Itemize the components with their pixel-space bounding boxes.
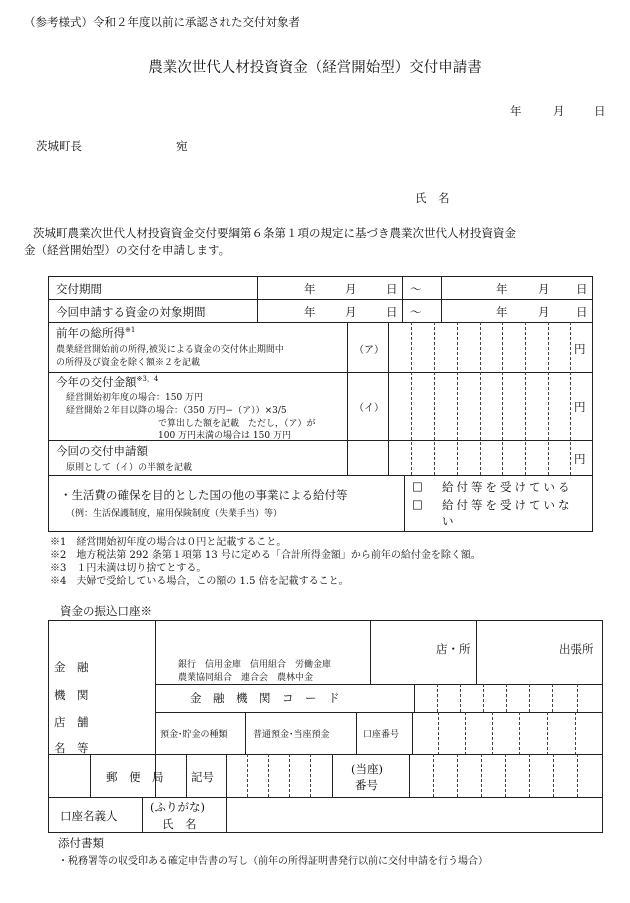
branch-label: 店・所: [436, 642, 471, 656]
document-title: 農業次世代人材投資資金（経営開始型）交付申請書: [148, 60, 482, 76]
target-period-label: 今回申請する資金の対象期間: [56, 305, 206, 319]
sub-branch-label: 出張所: [559, 642, 594, 656]
request-amount-note: 原則として（イ）の半額を記載: [66, 463, 193, 473]
current-amount-line-2: 経営開始２年目以降の場合：（350 万円−（ア））×3/5: [66, 406, 287, 416]
bank-types-line-2: 農業協同組合 連合会 農林中金: [178, 673, 314, 683]
target-start-month: 月: [345, 305, 357, 319]
benefit-no-checkbox[interactable]: □: [412, 497, 423, 511]
note-1-text: 経営開始初年度の場合は０円と記載すること。: [76, 537, 287, 548]
request-amount-yen: 円: [574, 452, 586, 466]
benefit-question: ・生活費の確保を目的とした国の他の事業による給付等: [60, 488, 348, 502]
note-2-mark: ※2: [50, 550, 67, 561]
deposit-type-value: 普通預金･当座預金: [253, 730, 330, 740]
benefit-no-label: 給付等を受けていな: [442, 498, 573, 512]
target-end-year: 年: [496, 305, 508, 319]
account-number-label: 口座番号: [363, 730, 400, 740]
period-end-year: 年: [496, 282, 508, 296]
prev-income-title-text: 前年の総所得: [56, 326, 125, 340]
fi-code-label: 金 融 機 関 コ ー ド: [190, 691, 340, 705]
target-end-month: 月: [538, 305, 550, 319]
benefit-yes-label: 給付等を受けている: [442, 480, 573, 494]
applicant-name-label: 氏 名: [415, 191, 450, 205]
reference-note: （参考様式）令和２年度以前に承認された交付対象者: [24, 15, 300, 29]
benefit-example: （例：生活保護制度，雇用保険制度（失業手当）等）: [66, 509, 283, 519]
bank-types-line-1: 銀行 信用金庫 信用組合 労働金庫: [178, 660, 332, 670]
note-4-text: 夫婦で受給している場合，この額の 1.5 倍を記載すること。: [76, 576, 349, 587]
fi-label-2: 機 関: [54, 688, 89, 702]
current-amount-line-3: で算出した額を記載 ただし，（ア）が: [158, 419, 316, 429]
benefit-no-label-cont: い: [442, 514, 454, 528]
account-section-title: 資金の振込口座※: [60, 604, 152, 618]
current-amount-line-1: 経営開始初年度の場合：150 万円: [66, 393, 204, 403]
number-label: 番号: [355, 778, 378, 792]
current-amount-line-4: 100 万円未満の場合は 150 万円: [158, 431, 291, 441]
prev-income-note-ref: ※1: [125, 326, 136, 335]
prev-income-yen: 円: [574, 342, 586, 356]
target-start-day: 日: [386, 305, 398, 319]
symbol-label: 記号: [191, 770, 214, 784]
intro-line-1: 茨城町農業次世代人材投資資金交付要綱第６条第１項の規定に基づき農業次世代人材投資資金: [33, 226, 516, 240]
current-amount-note-ref: ※3，4: [136, 375, 159, 384]
note-3-text: １円未満は切り捨てとする。: [76, 563, 207, 574]
target-end-day: 日: [576, 305, 588, 319]
current-amount-title-text: 今年の交付金額: [56, 375, 137, 389]
addressee: 茨城町長: [36, 139, 82, 153]
request-amount-title: 今回の交付申請額: [56, 444, 148, 458]
current-amount-yen: 円: [574, 400, 586, 414]
deposit-type-label: 預金･貯金の種類: [160, 730, 228, 740]
fi-label-4: 名 等: [54, 741, 89, 755]
holder-label: 口座名義人: [60, 809, 118, 823]
target-start-year: 年: [304, 305, 316, 319]
note-2-text: 地方税法第 292 条第１項第 13 号に定める「合計所得金額」から前年の給付金を除く額。: [76, 550, 481, 561]
period-start-month: 月: [345, 282, 357, 296]
period-end-day: 日: [576, 282, 588, 296]
period-end-month: 月: [538, 282, 550, 296]
prev-income-note-1: 農業経営開始前の所得,被災による資金の交付休止期間中: [56, 345, 284, 355]
period-label: 交付期間: [56, 282, 102, 296]
holder-name-label: 氏 名: [162, 817, 197, 831]
current-amount-title: [56, 374, 158, 390]
date-year-label: 年: [510, 104, 522, 118]
mark-a: （ア）: [354, 345, 384, 356]
benefit-yes-checkbox[interactable]: □: [412, 479, 423, 493]
intro-line-2: 金（経営開始型）の交付を申請します。: [24, 243, 231, 257]
period-start-year: 年: [304, 282, 316, 296]
prev-income-note-2: の所得及び資金を除く額※２を記載: [56, 358, 201, 368]
fi-label-1: 金 融: [54, 660, 89, 674]
note-3-mark: ※3: [50, 563, 67, 574]
period-start-day: 日: [386, 282, 398, 296]
mark-i: （イ）: [354, 403, 384, 414]
date-day-label: 日: [594, 104, 606, 118]
addressee-suffix: 宛: [176, 139, 188, 153]
post-office-label: 郵 便 局: [106, 770, 164, 784]
note-4: [50, 572, 349, 587]
prev-income-title: [56, 325, 135, 341]
attachments-title: 添付書類: [58, 836, 104, 850]
target-tilde: ～: [410, 305, 422, 319]
attachment-item: ・税務署等の収受印ある確定申告書の写し（前年の所得証明書発行以前に交付申請を行う場合）: [58, 856, 488, 867]
fi-label-3: 店 舗: [54, 715, 89, 729]
note-4-mark: ※4: [50, 576, 67, 587]
furigana-label: (ふりがな): [150, 800, 205, 814]
current-account-label: (当座): [351, 762, 383, 776]
period-tilde: ～: [410, 282, 422, 296]
date-month-label: 月: [553, 104, 565, 118]
note-1-mark: ※1: [50, 537, 67, 548]
